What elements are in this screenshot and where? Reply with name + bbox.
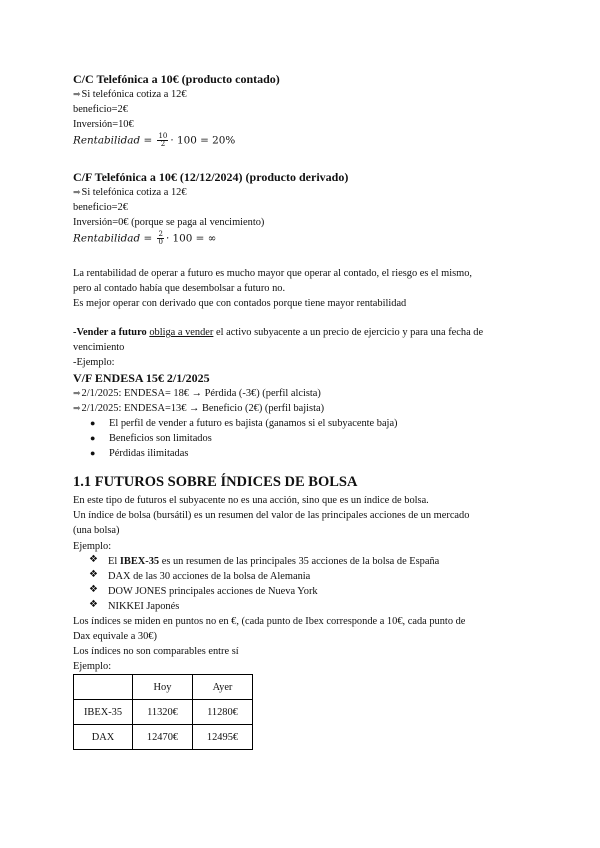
formula-label: Rentabilidad (73, 134, 141, 147)
vender-line-1 (73, 326, 483, 340)
indices-line-2: Un índice de bolsa (bursátil) es un resumen del valor de las principales acciones de un mercado (73, 510, 470, 521)
table-cell: 11320€ (133, 700, 193, 725)
paragraph-line-1: La rentabilidad de operar a futuro es mucho mayor que operar al contado, el riesgo es el mismo, (73, 268, 473, 279)
indices-item-3: DOW JONES principales acciones de Nueva York (108, 586, 318, 597)
table-cell: 12470€ (133, 725, 193, 750)
vender-example-1-text: 2/1/2025: ENDESA= 18€ → Pérdida (-3€) (perfil alcista) (81, 388, 321, 399)
indices-table (73, 674, 253, 750)
section-cc-title: C/C Telefónica a 10€ (producto contado) (73, 72, 280, 86)
vender-bold: -Vender a futuro (73, 327, 147, 338)
table-row (74, 725, 253, 750)
vender-underline: obliga a vender (149, 327, 214, 338)
cf-line-1 (73, 186, 187, 200)
cf-line-2: beneficio=2€ (73, 202, 128, 213)
indices-line-6: Dax equivale a 30€) (73, 631, 157, 642)
bullet-icon: ● (90, 418, 96, 428)
indices-line-1: En este tipo de futuros el subyacente no es una acción, sino que es un índice de bolsa. (73, 495, 429, 506)
formula-rest: · 100 = 20% (170, 134, 236, 147)
indices-item-2: DAX de las 30 acciones de la bolsa de Alemania (108, 571, 311, 582)
fraction-numerator: 10 (158, 132, 168, 140)
paragraph-line-3: Es mejor operar con derivado que con contados porque tiene mayor rentabilidad (73, 298, 407, 309)
diamond-icon: ❖ (89, 584, 98, 595)
table-header-cell (74, 675, 133, 700)
formula-label: Rentabilidad (73, 232, 141, 245)
table-cell: 11280€ (193, 700, 253, 725)
table-cell: 12495€ (193, 725, 253, 750)
formula-fraction (157, 133, 168, 148)
cc-line-1-text: Si telefónica cotiza a 12€ (81, 89, 187, 100)
fraction-denominator: 2 (160, 140, 166, 148)
cc-formula: Rentabilidad = $\frac{10}{2}$ · 100 = 20% (73, 132, 236, 148)
item-1-bold: IBEX-35 (119, 556, 160, 567)
cc-line-3: Inversión=10€ (73, 119, 134, 130)
section-heading: 1.1 FUTUROS SOBRE ÍNDICES DE BOLSA (73, 474, 358, 490)
cf-line-1-text: Si telefónica cotiza a 12€ (81, 187, 187, 198)
indices-item-4: NIKKEI Japonés (108, 601, 180, 612)
vender-example-1 (73, 387, 321, 401)
formula-fraction (157, 231, 163, 246)
vender-example-2 (73, 402, 324, 416)
diamond-icon: ❖ (89, 599, 98, 610)
table-cell: DAX (74, 725, 133, 750)
item-1-pre: El (108, 556, 118, 567)
vender-bullet-3: Pérdidas ilimitadas (109, 448, 189, 459)
vender-example-title: V/F ENDESA 15€ 2/1/2025 (73, 371, 210, 385)
table-row (74, 700, 253, 725)
arrow-icon: ➡ (73, 90, 81, 100)
fraction-numerator: 2 (158, 230, 163, 238)
table-header-cell: Hoy (133, 675, 193, 700)
vender-line-3: -Ejemplo: (73, 357, 115, 368)
indices-line-3: (una bolsa) (73, 525, 120, 536)
indices-line-7: Los índices no son comparables entre sí (73, 646, 239, 657)
vender-line-2: vencimiento (73, 342, 125, 353)
cf-line-3: Inversión=0€ (porque se paga al vencimiento) (73, 217, 265, 228)
cc-line-1 (73, 88, 187, 102)
vender-bullet-1: El perfil de vender a futuro es bajista (ganamos si el subyacente baja) (109, 418, 398, 429)
paragraph-line-2: pero al contado había que desembolsar a futuro no. (73, 283, 286, 294)
vender-example-2-text: 2/1/2025: ENDESA=13€ → Beneficio (2€) (perfil bajista) (81, 403, 325, 414)
indices-item-1 (108, 555, 439, 569)
fraction-denominator: 0 (158, 238, 163, 246)
indices-line-4: Ejemplo: (73, 541, 112, 552)
indices-line-8: Ejemplo: (73, 661, 112, 672)
indices-line-5: Los índices se miden en puntos no en €, (cada punto de Ibex corresponde a 10€, cada punto de (73, 616, 466, 627)
bullet-icon: ● (90, 433, 96, 443)
diamond-icon: ❖ (89, 569, 98, 580)
vender-bullet-2: Beneficios son limitados (109, 433, 212, 444)
section-cf-title: C/F Telefónica a 10€ (12/12/2024) (producto derivado) (73, 170, 349, 184)
vender-rest: el activo subyacente a un precio de ejercicio y para una fecha de (215, 327, 484, 338)
item-1-rest: es un resumen de las principales 35 acciones de la bolsa de España (161, 556, 440, 567)
table-header-row (74, 675, 253, 700)
table-header-cell: Ayer (193, 675, 253, 700)
arrow-icon: ➡ (73, 404, 81, 414)
arrow-icon: ➡ (73, 188, 81, 198)
bullet-icon: ● (90, 448, 96, 458)
cc-line-2: beneficio=2€ (73, 104, 128, 115)
arrow-icon: ➡ (73, 389, 81, 399)
formula-rest: · 100 = ∞ (165, 232, 217, 245)
table-cell: IBEX-35 (74, 700, 133, 725)
cf-formula: Rentabilidad = $\frac{2}{0}$ · 100 = ∞ (73, 230, 217, 246)
diamond-icon: ❖ (89, 554, 98, 565)
